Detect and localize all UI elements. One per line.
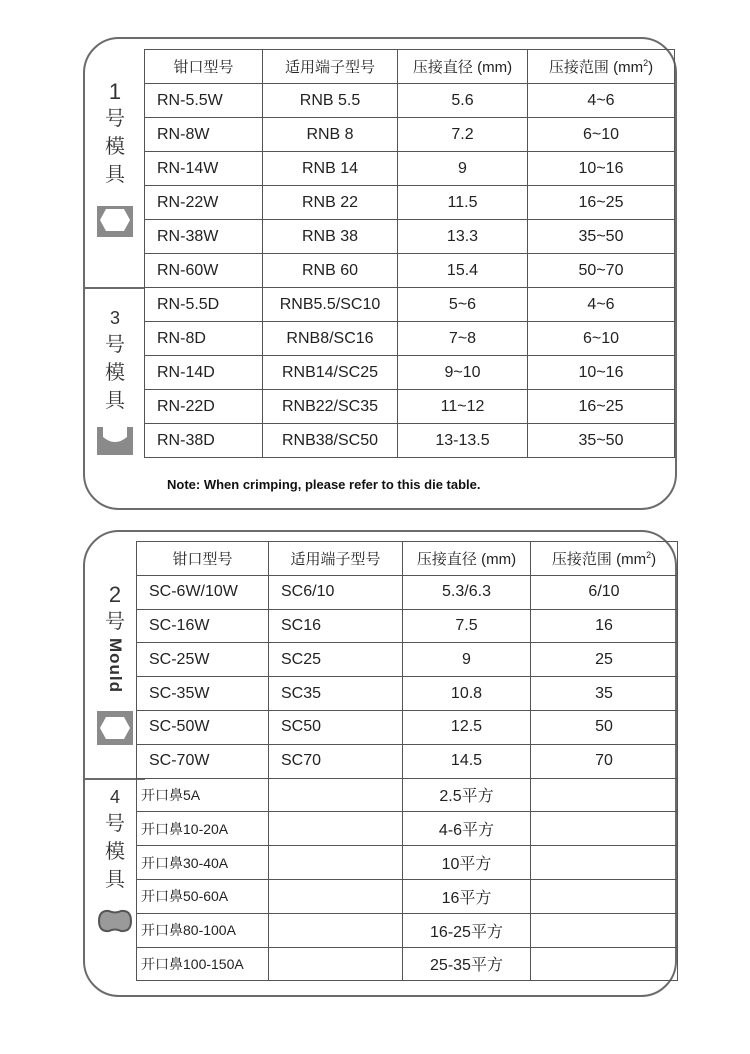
crimping-note: Note: When crimping, please refer to this die table.	[167, 477, 481, 492]
table-cell: RN-38W	[145, 220, 263, 254]
table-cell: SC25	[269, 643, 403, 677]
section-char: 号	[105, 108, 125, 130]
table-row	[145, 356, 675, 390]
section-char: 具	[105, 869, 125, 891]
table-cell	[269, 913, 403, 947]
table-cell: 10平方	[403, 846, 531, 880]
table-cell: RNB38/SC50	[263, 424, 398, 458]
table-cell: 35~50	[528, 424, 675, 458]
table-cell	[269, 879, 403, 913]
section-char: 模	[105, 136, 125, 158]
table-cell: 35~50	[528, 220, 675, 254]
table-row	[145, 118, 675, 152]
die-table-1	[144, 49, 675, 458]
table-cell	[269, 846, 403, 880]
section-number: 1	[108, 79, 122, 104]
column-header: 适用端子型号	[269, 542, 403, 576]
section-char: 号	[105, 334, 125, 356]
table-cell: RN-8D	[145, 322, 263, 356]
table-cell	[531, 846, 678, 880]
table-cell: 2.5平方	[403, 778, 531, 812]
table-cell: 16~25	[528, 186, 675, 220]
table-cell: 开口鼻30-40A	[137, 846, 269, 880]
column-header	[531, 542, 678, 576]
table-cell: 6~10	[528, 118, 675, 152]
table-cell: 开口鼻80-100A	[137, 913, 269, 947]
table-row	[145, 152, 675, 186]
section-char: 号	[105, 611, 125, 633]
table-cell: 开口鼻50-60A	[137, 879, 269, 913]
oval-die-icon	[95, 908, 135, 934]
table-cell: RNB 22	[263, 186, 398, 220]
table-row	[145, 322, 675, 356]
header-text: )	[651, 550, 657, 568]
table-cell	[531, 913, 678, 947]
table-row	[137, 744, 678, 778]
table-cell: 10~16	[528, 152, 675, 186]
table-row	[145, 424, 675, 458]
header-superscript: 2	[643, 58, 649, 68]
table-cell: 50	[531, 710, 678, 744]
table-cell: 7.2	[398, 118, 528, 152]
table-cell: SC-70W	[137, 744, 269, 778]
header-row	[145, 50, 675, 84]
u-shape-die-icon	[97, 427, 133, 455]
table-cell: 4~6	[528, 84, 675, 118]
column-header	[528, 50, 675, 84]
table-cell: 5.6	[398, 84, 528, 118]
header-text: )	[648, 59, 654, 76]
table-cell: RN-14W	[145, 152, 263, 186]
section-3-label	[85, 305, 145, 455]
table-cell: 15.4	[398, 254, 528, 288]
hexagon-die-icon	[97, 203, 133, 237]
section-number: 2	[108, 582, 122, 607]
table-cell: 9~10	[398, 356, 528, 390]
table-cell: SC70	[269, 744, 403, 778]
table-cell: RN-8W	[145, 118, 263, 152]
header-text: 压接范围 (mm	[551, 550, 647, 568]
table-cell: 5~6	[398, 288, 528, 322]
table-cell: SC16	[269, 609, 403, 643]
section-char: 模	[105, 362, 125, 384]
table-cell: RNB22/SC35	[263, 390, 398, 424]
table-cell: 16-25平方	[403, 913, 531, 947]
mould-label: Mould	[106, 638, 125, 694]
table-cell: 开口鼻100-150A	[137, 947, 269, 981]
table-cell: RN-38D	[145, 424, 263, 458]
table-cell: RNB5.5/SC10	[263, 288, 398, 322]
table-cell: SC6/10	[269, 575, 403, 609]
table-row	[137, 947, 678, 981]
table-row	[145, 390, 675, 424]
column-header: 适用端子型号	[263, 50, 398, 84]
table-cell: RNB8/SC16	[263, 322, 398, 356]
table-cell	[269, 812, 403, 846]
table-cell: 70	[531, 744, 678, 778]
table-cell: 13.3	[398, 220, 528, 254]
table-cell: 50~70	[528, 254, 675, 288]
table-cell: RNB14/SC25	[263, 356, 398, 390]
header-text: 压接范围 (mm	[548, 59, 644, 76]
table-cell: SC-16W	[137, 609, 269, 643]
table-cell: 10~16	[528, 356, 675, 390]
die-table-2	[136, 541, 678, 981]
table-cell: SC-35W	[137, 677, 269, 711]
section-char: 具	[105, 164, 125, 186]
table-row	[137, 677, 678, 711]
table-cell: RN-14D	[145, 356, 263, 390]
table-cell: RNB 14	[263, 152, 398, 186]
section-char: 具	[105, 390, 125, 412]
table-row	[145, 186, 675, 220]
table-cell: 9	[403, 643, 531, 677]
table-row	[145, 254, 675, 288]
section-number: 4	[109, 787, 120, 807]
column-header: 钳口型号	[145, 50, 263, 84]
table-cell: 25-35平方	[403, 947, 531, 981]
table-cell: 16~25	[528, 390, 675, 424]
table-row	[145, 220, 675, 254]
table-cell: SC-50W	[137, 710, 269, 744]
column-header: 压接直径 (mm)	[403, 542, 531, 576]
table-cell: SC-6W/10W	[137, 575, 269, 609]
section-divider	[85, 287, 145, 289]
table-cell: 7.5	[403, 609, 531, 643]
table-row	[137, 710, 678, 744]
table-cell: 12.5	[403, 710, 531, 744]
table-cell: 5.3/6.3	[403, 575, 531, 609]
section-char: 模	[105, 841, 125, 863]
table-cell: 开口鼻10-20A	[137, 812, 269, 846]
table-cell	[531, 812, 678, 846]
table-cell: 10.8	[403, 677, 531, 711]
header-row	[137, 542, 678, 576]
section-number: 3	[109, 308, 120, 328]
table-row	[137, 575, 678, 609]
table-cell: RN-5.5D	[145, 288, 263, 322]
table-cell: 6/10	[531, 575, 678, 609]
table-cell: 11~12	[398, 390, 528, 424]
table-cell: RN-22D	[145, 390, 263, 424]
section-char: 号	[105, 813, 125, 835]
table-cell: RNB 60	[263, 254, 398, 288]
table-cell: RN-22W	[145, 186, 263, 220]
table-row	[137, 913, 678, 947]
column-header: 压接直径 (mm)	[398, 50, 528, 84]
table-cell: 4-6平方	[403, 812, 531, 846]
table-cell: 16平方	[403, 879, 531, 913]
table-cell: SC50	[269, 710, 403, 744]
table-cell: SC-25W	[137, 643, 269, 677]
table-cell: RNB 38	[263, 220, 398, 254]
table-row	[137, 609, 678, 643]
table-cell	[269, 947, 403, 981]
table-row	[145, 288, 675, 322]
table-cell	[269, 778, 403, 812]
table-cell: RN-5.5W	[145, 84, 263, 118]
table-cell: 25	[531, 643, 678, 677]
header-superscript: 2	[646, 549, 652, 560]
table-cell: SC35	[269, 677, 403, 711]
table-cell: RNB 8	[263, 118, 398, 152]
section-1-label	[85, 79, 145, 237]
table-cell: RN-60W	[145, 254, 263, 288]
table-cell: 9	[398, 152, 528, 186]
table-cell: 35	[531, 677, 678, 711]
table-row	[137, 778, 678, 812]
table-cell	[531, 947, 678, 981]
table-cell: 6~10	[528, 322, 675, 356]
table-row	[137, 846, 678, 880]
table-row	[137, 812, 678, 846]
table-cell	[531, 879, 678, 913]
table-cell	[531, 778, 678, 812]
table-cell: 16	[531, 609, 678, 643]
table-cell: RNB 5.5	[263, 84, 398, 118]
hexagon-die-icon	[97, 711, 133, 745]
column-header: 钳口型号	[137, 542, 269, 576]
table-row	[145, 84, 675, 118]
table-cell: 11.5	[398, 186, 528, 220]
table-cell: 开口鼻5A	[137, 778, 269, 812]
table-row	[137, 879, 678, 913]
table-cell: 4~6	[528, 288, 675, 322]
table-cell: 7~8	[398, 322, 528, 356]
table-cell: 13-13.5	[398, 424, 528, 458]
table-row	[137, 643, 678, 677]
table-cell: 14.5	[403, 744, 531, 778]
